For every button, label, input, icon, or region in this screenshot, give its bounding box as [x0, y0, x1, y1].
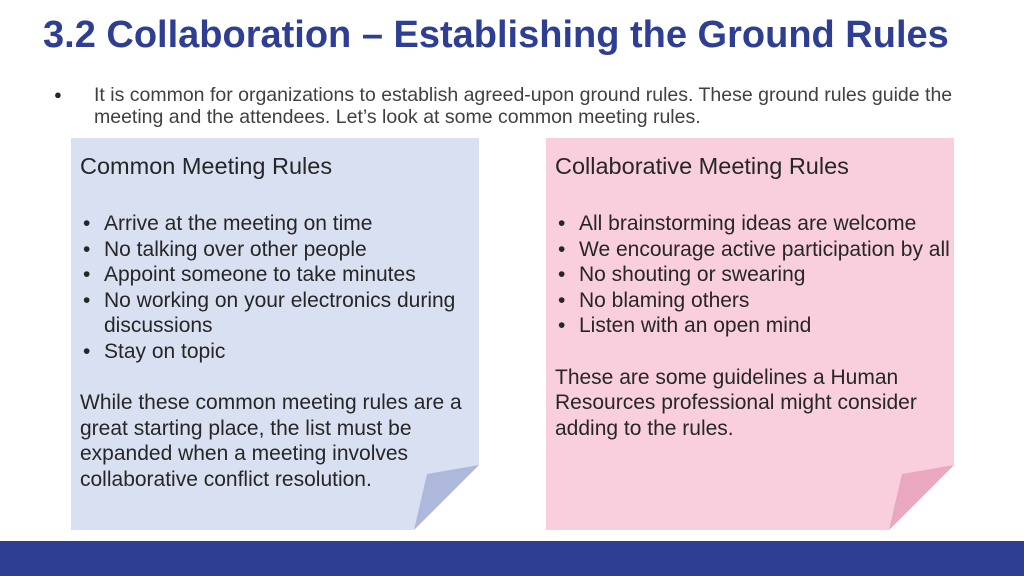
- list-item: • No blaming others: [558, 288, 750, 312]
- footer-bar: [0, 541, 1024, 576]
- intro-bullet-item: [54, 84, 974, 128]
- collaborative-rules-card: [546, 138, 954, 530]
- rules-list: [555, 211, 950, 339]
- list-item: • We encourage active participation by all: [558, 237, 950, 261]
- common-rules-card: [71, 138, 479, 530]
- list-item: • No working on your electronics during discussions: [83, 288, 456, 337]
- list-item: • No talking over other people: [83, 237, 367, 261]
- list-item: • Stay on topic: [83, 339, 226, 363]
- list-item: • Appoint someone to take minutes: [83, 263, 416, 286]
- card-heading: Common Meeting Rules: [80, 153, 333, 179]
- rules-list: [80, 211, 475, 364]
- card-note: These are some guidelines a Human Resources professional might consider adding to the rules.: [555, 365, 917, 440]
- slide-title: 3.2 Collaboration – Establishing the Ground Rules: [43, 14, 949, 56]
- card-heading: Collaborative Meeting Rules: [555, 153, 849, 179]
- list-item: • Listen with an open mind: [558, 314, 812, 337]
- list-item: • Arrive at the meeting on time: [83, 212, 373, 235]
- intro-text: It is common for organizations to establish agreed-upon ground rules. These ground rules guide the meeting and the attendees. Let’s look at some common meeting rules.: [94, 84, 953, 128]
- list-item: • All brainstorming ideas are welcome: [558, 212, 917, 235]
- list-item: • No shouting or swearing: [558, 263, 806, 286]
- bullet-icon: ●: [54, 87, 62, 102]
- card-note: While these common meeting rules are a great starting place, the list must be expanded when a meeting involves collaborative conflict resolution.: [80, 391, 462, 491]
